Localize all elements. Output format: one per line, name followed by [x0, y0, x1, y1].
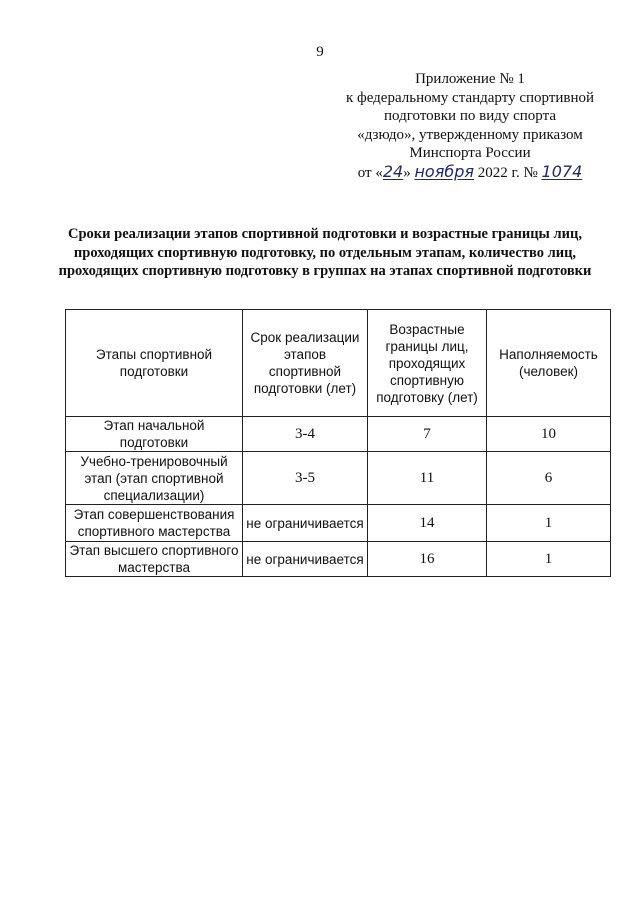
- appendix-line-1: Приложение № 1: [415, 71, 525, 87]
- stage-age: 11: [368, 452, 487, 505]
- stage-age: 14: [368, 505, 487, 542]
- stages-table: [65, 309, 611, 577]
- page-number: 9: [316, 44, 324, 60]
- appendix-block: [330, 70, 610, 182]
- order-number: 1074: [541, 161, 583, 181]
- table-row: [66, 452, 611, 505]
- table-row: [66, 417, 611, 452]
- stage-name: Этап начальной подготовки: [66, 417, 243, 452]
- table-header-row: [66, 310, 611, 417]
- document-title: Сроки реализации этапов спортивной подготовки и возрастные границы лиц, проходящих спортивную подготовку, по отдельным этапам, количество лиц, проходящих спортивную подготовку в группах на этапах спортивной подготовки: [58, 226, 592, 279]
- stage-duration: не ограничивается: [243, 542, 368, 577]
- stage-name: Этап высшего спортивного мастерства: [66, 542, 243, 577]
- header-duration: Срок реализации этапов спортивной подготовки (лет): [243, 310, 368, 417]
- stage-name: Этап совершенствования спортивного мастерства: [66, 505, 243, 542]
- date-prefix: от «: [357, 164, 383, 181]
- table-row: [66, 542, 611, 577]
- date-month: ноября: [414, 161, 474, 181]
- stage-duration: не ограничивается: [243, 505, 368, 542]
- date-mid: »: [403, 164, 411, 181]
- stage-duration: 3-4: [243, 417, 368, 452]
- header-age-limits: Возрастные границы лиц, проходящих спортивную подготовку (лет): [368, 310, 487, 417]
- stage-capacity: 10: [487, 417, 611, 452]
- stage-capacity: 1: [487, 505, 611, 542]
- appendix-line-5: Минспорта России: [409, 145, 531, 161]
- stage-age: 7: [368, 417, 487, 452]
- header-stages: Этапы спортивной подготовки: [66, 310, 243, 417]
- stage-capacity: 6: [487, 452, 611, 505]
- order-date-line: [330, 163, 610, 183]
- appendix-line-2: к федеральному стандарту спортивной: [345, 89, 595, 106]
- appendix-line-4: «дзюдо», утвержденному приказом: [357, 126, 583, 143]
- date-day: 24: [382, 161, 404, 181]
- stage-duration: 3-5: [243, 452, 368, 505]
- stage-name: Учебно-тренировочный этап (этап спортивной специализации): [66, 452, 243, 505]
- table-row: [66, 505, 611, 542]
- date-year: 2022 г. №: [477, 164, 538, 181]
- stage-capacity: 1: [487, 542, 611, 577]
- appendix-line-3: подготовки по виду спорта: [384, 108, 556, 124]
- stage-age: 16: [368, 542, 487, 577]
- header-capacity: Наполняемость (человек): [487, 310, 611, 417]
